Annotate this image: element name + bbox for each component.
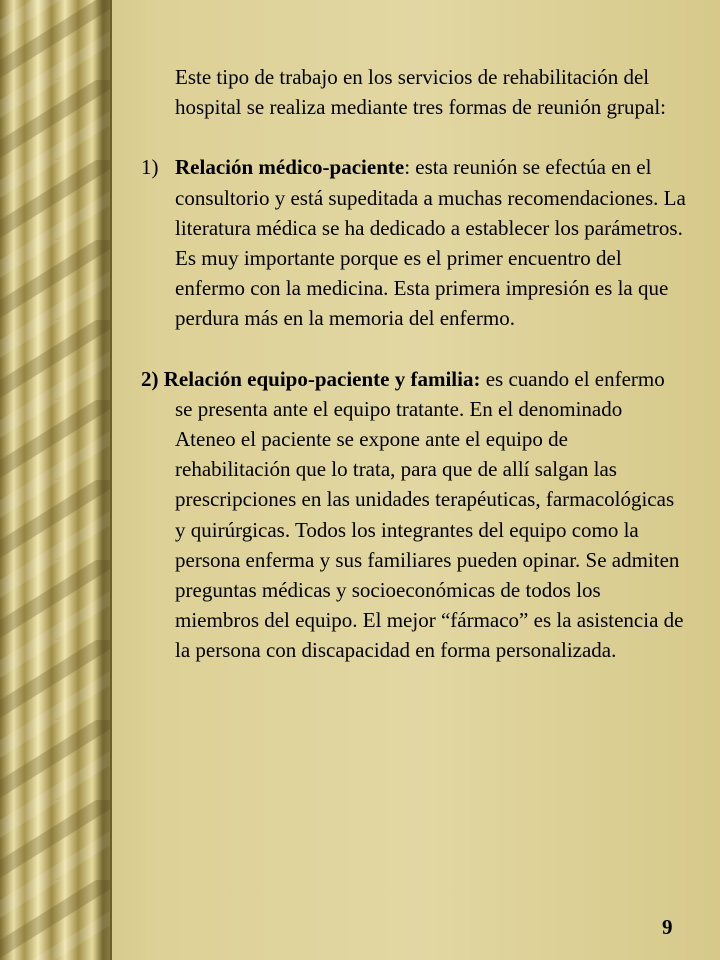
paragraph-spacer xyxy=(141,334,686,364)
list-item-title: Relación médico-paciente xyxy=(175,155,405,180)
list-item-text: es cuando el enfermo se presenta ante el equipo tratante. En el denominado Ateneo el paciente se expone ante el equipo de rehabilitación que lo trata, para que de allí salgan las prescripciones en las unidades terapéuticas, farmacológicas y quirúrgicas. Todos los integrantes del equipo como la persona enferma y sus familiares pueden opinar. Se admiten preguntas médicas y socioeconómicas de todos los miembros del equipo. El mejor “fármaco” es la asistencia de la persona con discapacidad en forma personalizada. xyxy=(175,366,684,663)
list-item-number: 1) xyxy=(141,155,159,180)
list-item xyxy=(141,152,686,333)
list-item-title: Relación equipo-paciente y familia: xyxy=(163,366,481,391)
page-number: 9 xyxy=(662,915,673,939)
list-item-text: : esta reunión se efectúa en el consultorio y está supeditada a muchas recomendaciones. La literatura médica se ha dedicado a establecer los parámetros. Es muy importante porque es el primer encuentro del enfermo con la medicina. Esta primera impresión es la que perdura más en la memoria del enfermo. xyxy=(175,155,686,331)
intro-paragraph: Este tipo de trabajo en los servicios de rehabilitación del hospital se realiza mediante tres formas de reunión grupal: xyxy=(175,65,666,120)
list-item xyxy=(141,364,686,666)
decorative-column-border xyxy=(0,0,112,960)
list-item-number: 2) xyxy=(141,366,159,391)
paragraph-spacer xyxy=(141,122,686,152)
document-body xyxy=(141,62,686,666)
